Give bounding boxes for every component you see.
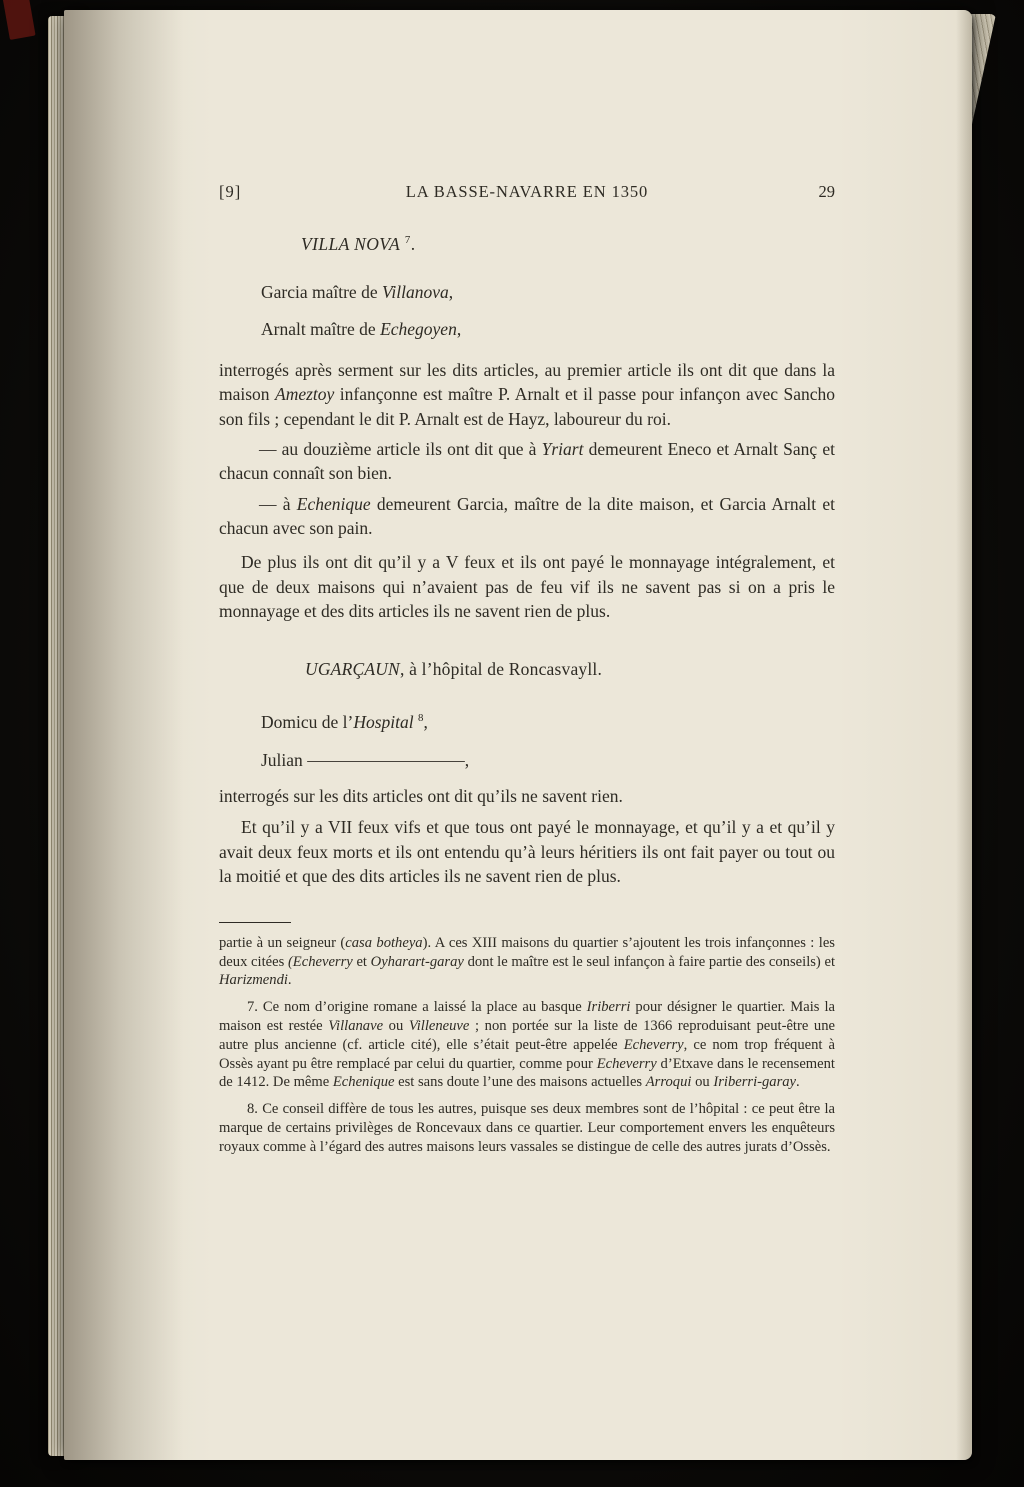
photo-artifact [2, 0, 35, 40]
section-heading-ugarcaun: UGARÇAUN, à l’hôpital de Roncasvayll. [305, 658, 603, 679]
footnote: 7. Ce nom d’origine romane a laissé la place au basque Iriberri pour désigner le quartier. Mais la maison est restée Villanave ou Villeneuve ; non portée sur la liste de 1366 reproduisant peut-être une autre plus ancienne (cf. article cité), elle s’était peut-être appelée Echeverry, ce nom trop fréquent à Ossès ayant pu être remplacé par celui du quartier, comme pour Echeverry d’Etxave dans le recensement de 1412. De même Echenique est sans doute l’une des maisons actuelles Arroqui ou Iriberri-garay. [219, 999, 835, 1091]
folio-number: [9] [219, 182, 242, 201]
body-paragraph: — à Echenique demeurent Garcia, maître de la dite maison, et Garcia Arnalt et chacun avec son pain. [219, 493, 835, 539]
body-paragraph: interrogés sur les dits articles ont dit qu’ils ne savent rien. [219, 785, 623, 806]
running-title: LA BASSE-NAVARRE EN 1350 [405, 182, 649, 201]
section-heading-villanova: VILLA NOVA $^7$. [301, 234, 416, 254]
main-text [219, 232, 835, 889]
body-paragraph: De plus ils ont dit qu’il y a V feux et ils ont payé le monnayage intégralement, et que de deux maisons qui n’avaient pas de feu vif ils ne savent pas si on a pris le monnayage et des dits articles ils ne savent rien de plus. [219, 551, 835, 622]
footnotes [219, 934, 835, 1157]
book-page [64, 10, 972, 1460]
page-number: 29 [818, 182, 835, 201]
footnote-continuation: partie à un seigneur (casa botheya). A ces XIII maisons du quartier s’ajoutent les trois infançonnes : les deux citées (Echeverry et Oyharart-garay dont le maître est le seul infançon à faire partie des conseils) et Harizmendi. [219, 934, 835, 989]
text-column [219, 182, 835, 1157]
witness-line: Julian —————————, [261, 749, 470, 770]
witness-line: Arnalt maître de Echegoyen, [261, 319, 462, 340]
body-paragraph: Et qu’il y a VII feux vifs et que tous ont payé le monnayage, et qu’il y a et qu’il y avait deux feux morts et ils ont entendu qu’à leurs héritiers ils ont fait payer ou tout ou la moitié et que des dits articles ils ne savent rien de plus. [219, 817, 835, 887]
footnote-separator [219, 922, 291, 923]
body-paragraph: interrogés après serment sur les dits articles, au premier article ils ont dit que dans la maison Ameztoy infançonne est maître P. Arnalt et il passe pour infançon avec Sancho son fils ; cependant le dit P. Arnalt est de Hayz, laboureur du roi. [219, 359, 835, 429]
body-paragraph: — au douzième article ils ont dit que à Yriart demeurent Eneco et Arnalt Sanç et chacun connaît son bien. [219, 438, 835, 484]
page-header [219, 182, 835, 202]
right-edge-shade [956, 10, 972, 1460]
witness-line: Domicu de l’Hospital $^8$, [261, 712, 428, 733]
gutter-shadow [64, 10, 184, 1460]
witness-line: Garcia maître de Villanova, [261, 281, 454, 302]
footnote: 8. Ce conseil diffère de tous les autres, puisque ses deux membres sont de l’hôpital : ce peut être la marque de certains privilèges de Roncevaux dans ce quartier. Leur comportement envers les enquêteurs royaux comme à l’égard des autres maisons leurs vassales se distingue de celle des autres jurats d’Ossès. [219, 1101, 835, 1155]
